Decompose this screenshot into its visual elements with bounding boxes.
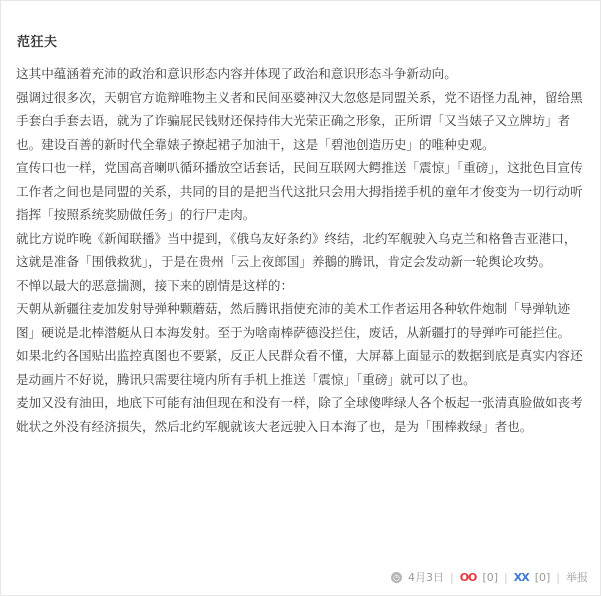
author-name[interactable]: 范狂夫	[17, 35, 58, 50]
divider: |	[504, 570, 508, 584]
paragraph: 天朝从新疆往麦加发射导弹种颗蘑菇，然后腾讯指使充沛的美术工作者运用各种软件炮制「导弹轨迹图」硬说是北棒潜艇从日本海发射。至于为啥南棒萨德没拦住，废话，从新疆打的导弹咋可能拦住。	[16, 301, 571, 340]
clock-icon: ◷	[391, 572, 402, 583]
paragraph: 宣传口也一样，党国高音喇叭循环播放空话套话，民间互联网大鳄推送「震惊」「重磅」，这批色目宣传工作者之间也是同盟的关系，共同的目的是把当代这批只会用大拇指搓手机的童年才俊变为一切行动听指挥「按照系统奖励做任务」的行尸走肉。	[16, 160, 583, 222]
like-icon[interactable]: OO	[459, 570, 477, 584]
like-count[interactable]: [0]	[482, 570, 498, 584]
post-footer	[391, 569, 588, 585]
divider: |	[556, 570, 560, 584]
dislike-icon[interactable]: XX	[513, 570, 529, 584]
paragraph: 强调过很多次，天朝官方诡辩唯物主义者和民间巫婆神汉大忽悠是同盟关系，党不语怪力乱神，留给黑手套白手套去语，就为了诈骗屁民钱财还保持伟大光荣正确之形象，正所谓「又当婊子又立牌坊」者也。建设百善的新时代全靠婊子撩起裙子加油干，这是「碧池创造历史」的唯种史观。	[16, 89, 583, 152]
post-date: 4月3日	[407, 571, 444, 584]
paragraph: 就比方说昨晚《新闻联播》当中提到，《俄乌友好条约》终结，北约军舰驶入乌克兰和格鲁吉亚港口，这就是准备「围俄救犹」，于是在贵州「云上夜郎国」养鵝的腾讯，肯定会发动新一轮舆论攻势。	[16, 230, 577, 269]
divider: |	[449, 570, 454, 584]
paragraph: 这其中蕴涵着充沛的政治和意识形态内容并体现了政治和意识形态斗争新动向。	[16, 66, 457, 81]
paragraph: 如果北约各国贴出监控真图也不要紧，反正人民群众看不懂，大屏幕上面显示的数据到底是真实内容还是动画片不好说，腾讯只需要往境内所有手机上推送「震惊」「重磅」就可以了也。	[16, 348, 583, 387]
paragraph: 不惮以最大的恶意揣测，接下来的剧情是这样的：	[16, 277, 294, 293]
paragraph: 麦加又没有油田，地底下可能有油但现在和没有一样，除了全球傻哔绿人各个板起一张清真脸做如丧考妣状之外没有经济损失，然后北约军舰就该大老远驶入日本海了也，是为「围棒救绿」者也。	[16, 395, 583, 434]
dislike-count[interactable]: [0]	[534, 570, 551, 584]
post-content	[16, 62, 586, 438]
report-link[interactable]: 举报	[566, 571, 588, 584]
